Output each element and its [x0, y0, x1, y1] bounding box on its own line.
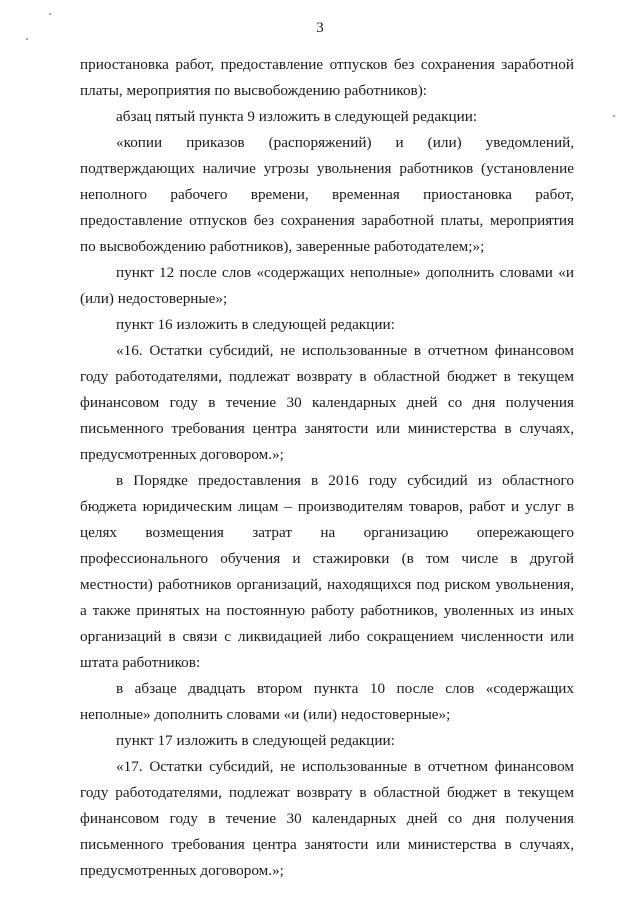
document-body	[80, 52, 574, 884]
paragraph-clause-16-text: «16. Остатки субсидий, не использованные в отчетном финансовом году работодателями, подлежат возврату в областной бюджет в текущем финансовом году в течение 30 календарных дней со дня получения письменного требования центра занятости или министерства в случаях, предусмотренных договором.»;	[80, 342, 574, 463]
scan-speck	[613, 115, 615, 117]
page-number: 3	[316, 20, 324, 36]
paragraph-procedure-2016: в Порядке предоставления в 2016 году субсидий из областного бюджета юридическим лицам – производителям товаров, работ и услуг в целях возмещения затрат на организацию опережающего профессионального обучения и стажировки (в том числе в другой местности) работников организаций, находящихся под риском увольнения, а также принятых на постоянную работу работников, уволенных из иных организаций в связи с ликвидацией либо сокращением численности или штата работников:	[80, 472, 574, 671]
paragraph-copies-of-orders: «копии приказов (распоряжений) и (или) уведомлений, подтверждающих наличие угрозы увольнения работников (установление неполного рабочего времени, временная приостановка работ, предоставление отпусков без сохранения заработной платы, мероприятия по высвобождению работников), заверенные работодателем;»;	[80, 134, 574, 255]
paragraph-amend-clause-16: пункт 16 изложить в следующей редакции:	[116, 316, 395, 333]
paragraph-amend-clause-10: в абзаце двадцать втором пункта 10 после слов «содержащих неполные» дополнить словами «и (или) недостоверные»;	[80, 680, 574, 723]
paragraph-continuation: приостановка работ, предоставление отпусков без сохранения заработной платы, мероприятия по высвобождению работников):	[80, 56, 574, 99]
paragraph-clause-17-text: «17. Остатки субсидий, не использованные в отчетном финансовом году работодателями, подлежат возврату в областной бюджет в текущем финансовом году в течение 30 календарных дней со дня получения письменного требования центра занятости или министерства в случаях, предусмотренных договором.»;	[80, 758, 574, 879]
paragraph-amend-clause-12: пункт 12 после слов «содержащих неполные» дополнить словами «и (или) недостоверные»;	[80, 264, 574, 307]
scan-speck	[26, 38, 28, 40]
scan-speck	[49, 13, 51, 15]
paragraph-amend-clause-17: пункт 17 изложить в следующей редакции:	[116, 732, 395, 749]
paragraph-amend-clause-9: абзац пятый пункта 9 изложить в следующей редакции:	[116, 108, 478, 125]
